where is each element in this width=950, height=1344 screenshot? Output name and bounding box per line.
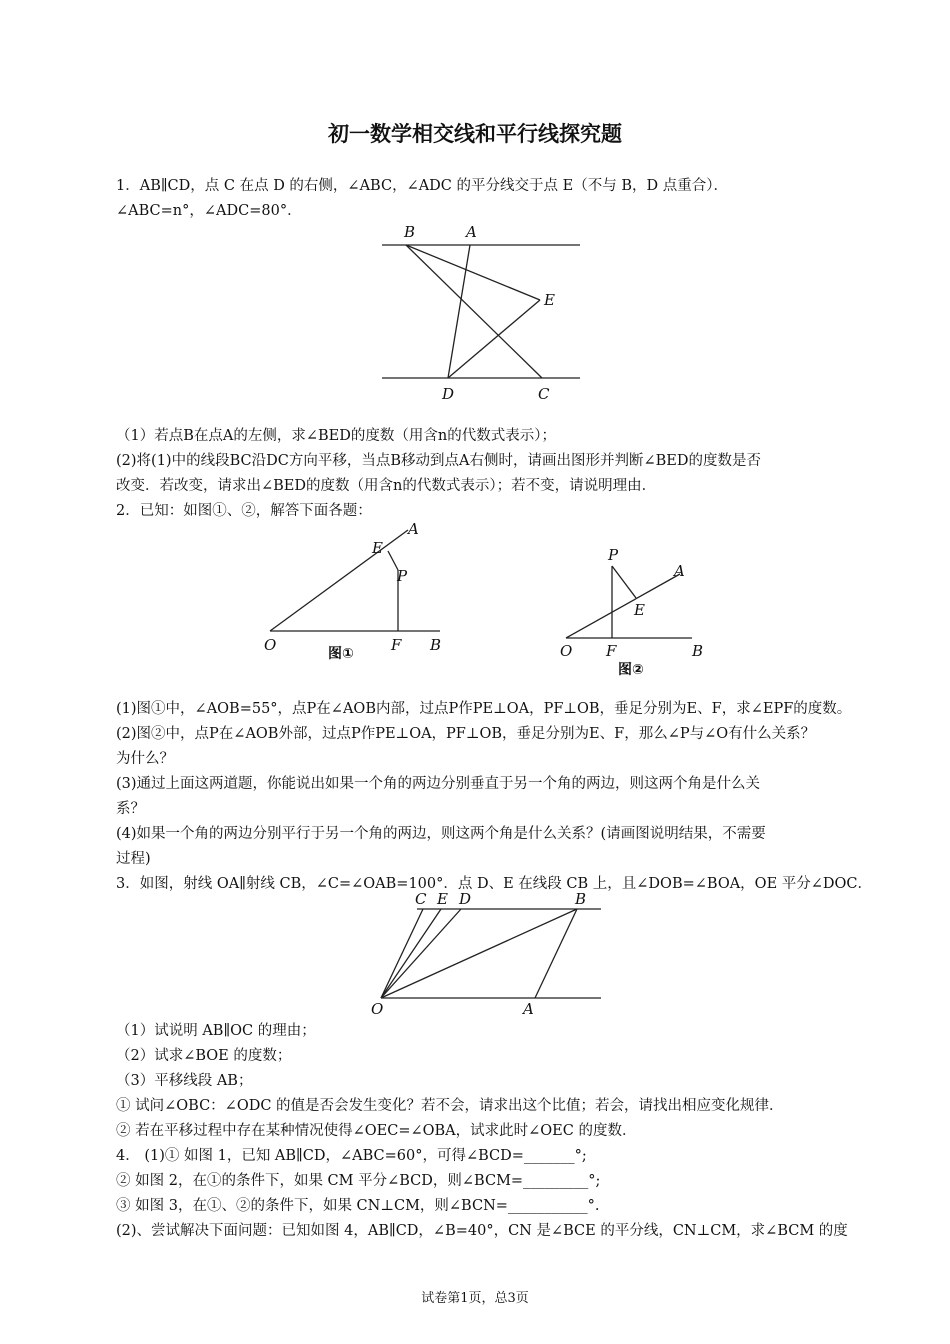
q3-label-c: C (415, 890, 427, 908)
q1-part-1: （1）若点B在点A的左侧，求∠BED的度数（用含n的代数式表示）； (116, 428, 556, 444)
q2-stem: 2．已知：如图①、②，解答下面各题： (116, 503, 372, 519)
q1-label-e: E (544, 291, 555, 309)
q2f2-label-a: A (674, 562, 685, 580)
q3-figure (365, 888, 610, 1018)
q2-part-2-line-1: (2)图②中，点P在∠AOB外部，过点P作PE⊥OA，PF⊥OB，垂足分别为E、F，那么∠P与∠O有什么关系？ (116, 726, 816, 742)
q4-part-1-2: ② 如图 2，在①的条件下，如果 CM 平分∠BCD，则∠BCM=_________°; (116, 1173, 601, 1189)
q3-part-1: （1）试说明 AB∥OC 的理由； (116, 1023, 316, 1039)
q2f2-caption: 图② (618, 662, 644, 678)
q3-label-d: D (459, 890, 472, 908)
q2f1-label-o: O (264, 636, 277, 654)
q1-stem-line-1: 1．AB∥CD，点 C 在点 D 的右侧，∠ABC，∠ADC 的平分线交于点 E（不与 B，D 点重合）． (116, 178, 728, 194)
q4-part-2: (2)、尝试解决下面问题：已知如图 4，AB∥CD，∠B=40°，CN 是∠BCE 的平分线，CN⊥CM，求∠BCM 的度 (116, 1223, 848, 1239)
q2f1-label-e: E (372, 539, 383, 557)
q2-part-1: (1)图①中，∠AOB=55°，点P在∠AOB内部，过点P作PE⊥OA，PF⊥OB，垂足分别为E、F，求∠EPF的度数。 (116, 701, 852, 717)
q1-part-2-line-1: (2)将(1)中的线段BC沿DC方向平移，当点B移动到点A右侧时，请画出图形并判断∠BED的度数是否 (116, 453, 761, 469)
q2f2-label-f: F (606, 642, 617, 660)
q2f2-label-e: E (634, 601, 645, 619)
q3-label-e: E (437, 890, 448, 908)
q4-part-1-1: 4． (1)① 如图 1，已知 AB∥CD，∠ABC=60°，可得∠BCD=_______°; (116, 1148, 587, 1164)
q2-part-4-line-1: (4)如果一个角的两边分别平行于另一个角的两边，则这两个角是什么关系？(请画图说明结果，不需要 (116, 826, 766, 842)
q4-part-1-3: ③ 如图 3，在①、②的条件下，如果 CN⊥CM，则∠BCN=___________°. (116, 1198, 600, 1214)
q2f1-label-p: P (397, 567, 408, 585)
q2f2-label-o: O (560, 642, 573, 660)
q3-label-o: O (371, 1000, 384, 1018)
q1-label-b: B (404, 223, 416, 241)
q2-part-3-line-2: 系？ (116, 801, 145, 817)
q2-figure-1 (260, 518, 450, 668)
page-footer: 试卷第1页，总3页 (421, 1291, 529, 1306)
q1-label-c: C (538, 385, 550, 403)
q1-part-2-line-2: 改变．若改变，请求出∠BED的度数（用含n的代数式表示）；若不变，请说明理由． (116, 478, 657, 494)
q2f2-label-b: B (692, 642, 704, 660)
q3-part-2: （2）试求∠BOE 的度数； (116, 1048, 292, 1064)
q1-stem-line-2: ∠ABC=n°，∠ADC=80°． (116, 203, 302, 219)
q2-part-2-line-2: 为什么？ (116, 751, 174, 767)
q3-part-3: （3）平移线段 AB； (116, 1073, 253, 1089)
page-title: 初一数学相交线和平行线探究题 (328, 122, 622, 146)
q3-stem: 3．如图，射线 OA∥射线 CB，∠C=∠OAB=100°．点 D、E 在线段 CB 上，且∠DOB=∠BOA，OE 平分∠DOC． (116, 876, 873, 892)
q3-part-3-sub-2: ② 若在平移过程中存在某种情况使得∠OEC=∠OBA，试求此时∠OEC 的度数． (116, 1123, 637, 1139)
q1-label-a: A (466, 223, 477, 241)
q2f2-label-p: P (608, 546, 619, 564)
q1-label-d: D (442, 385, 455, 403)
q3-part-3-sub-1: ① 试问∠OBC：∠ODC 的值是否会发生变化？若不会，请求出这个比值；若会，请找出相应变化规律． (116, 1098, 784, 1114)
q2-figure-2 (550, 540, 720, 685)
q3-label-a: A (523, 1000, 534, 1018)
q2-part-4-line-2: 过程) (116, 851, 151, 867)
q3-label-b: B (575, 890, 587, 908)
q2-part-3-line-1: (3)通过上面这两道题，你能说出如果一个角的两边分别垂直于另一个角的两边，则这两个角是什么关 (116, 776, 761, 792)
q2f1-label-b: B (430, 636, 442, 654)
q2f1-label-a: A (408, 520, 419, 538)
q2f1-label-f: F (391, 636, 402, 654)
q1-figure (370, 218, 590, 404)
q2f1-caption: 图① (328, 646, 354, 662)
